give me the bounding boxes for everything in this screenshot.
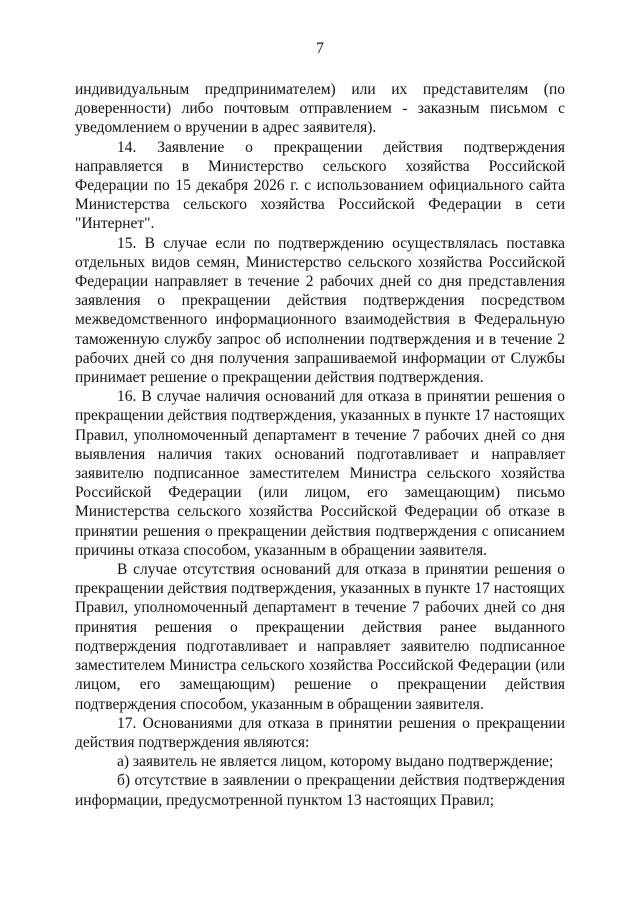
paragraph-item-14: 14. Заявление о прекращении действия подтверждения направляется в Министерство сельского хозяйства Российской Федерации по 15 декабря 2026 г. с использованием официального сайта Министерства сельского хозяйства Российской Федерации в сети "Интернет". (75, 138, 565, 233)
page-number: 7 (316, 40, 324, 57)
paragraph-item-16-absence: В случае отсутствия оснований для отказа в принятии решения о прекращении действия подтверждения, указанных в пункте 17 настоящих Правил, уполномоченный департамент в течение 7 рабочих дней со дня принятия решения о прекращении действия ранее выданного подтверждения подготавливает и направляет заявителю подписанное заместителем Министра сельского хозяйства Российской Федерации (или лицом, его замещающим) решение о прекращении действия подтверждения способом, указанным в обращении заявителя. (75, 561, 565, 713)
paragraph-item-17-a: а) заявитель не является лицом, которому выдано подтверждение; (117, 753, 554, 771)
document-body (75, 80, 565, 810)
paragraph-continuation: индивидуальным предпринимателем) или их представителям (по доверенности) либо почтовым отправлением - заказным письмом с уведомлением о вручении в адрес заявителя). (75, 81, 565, 137)
paragraph-item-17-b: б) отсутствие в заявлении о прекращении действия подтверждения информации, предусмотренной пунктом 13 настоящих Правил; (75, 772, 565, 809)
paragraph-item-15: 15. В случае если по подтверждению осуществлялась поставка отдельных видов семян, Министерство сельского хозяйства Российской Федерации направляет в течение 2 рабочих дней со дня представления заявления о прекращении действия подтверждения посредством межведомственного информационного взаимодействия в Федеральную таможенную службу запрос об исполнении подтверждения и в течение 2 рабочих дней со дня получения запрашиваемой информации от Службы принимает решение о прекращении действия подтверждения. (75, 234, 565, 387)
paragraph-item-17: 17. Основаниями для отказа в принятии решения о прекращении действия подтверждения являются: (75, 714, 565, 751)
paragraph-item-16: 16. В случае наличия оснований для отказа в принятии решения о прекращении действия подтверждения, указанных в пункте 17 настоящих Правил, уполномоченный департамент в течение 7 рабочих дней со дня выявления наличия таких оснований подготавливает и направляет заявителю подписанное заместителем Министра сельского хозяйства Российской Федерации (или лицом, его замещающим) письмо Министерства сельского хозяйства Российской Федерации об отказе в принятии решения о прекращении действия подтверждения с описанием причины отказа способом, указанным в обращении заявителя. (75, 388, 565, 559)
